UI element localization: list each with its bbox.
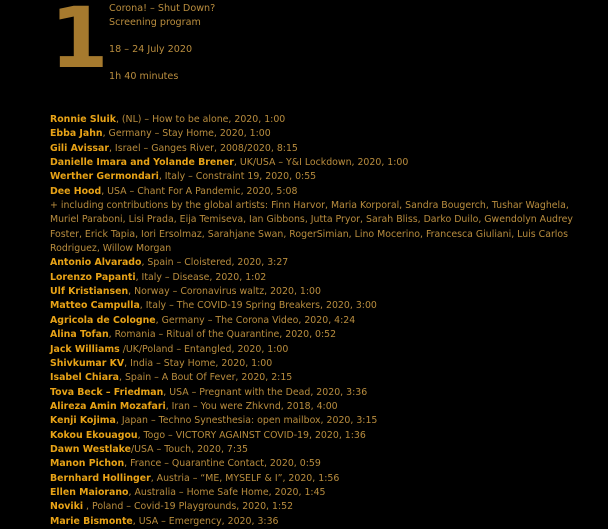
entry-details: , Italy – Disease, 2020, 1:02 bbox=[135, 271, 267, 283]
screening-entry bbox=[50, 386, 598, 400]
entry-details: , Germany – The Corona Video, 2020, 4:24 bbox=[155, 314, 356, 326]
entry-details: /UK/Poland – Entangled, 2020, 1:00 bbox=[119, 343, 289, 355]
artist-name: Danielle Imara and Yolande Brener bbox=[50, 157, 234, 169]
artist-name: Dee Hood bbox=[50, 185, 102, 197]
artist-name: Kokou Ekouagou bbox=[50, 429, 138, 441]
artist-name: Matteo Campulla bbox=[50, 300, 140, 312]
screening-entry bbox=[50, 185, 598, 199]
artist-name: Dawn Westlake bbox=[50, 443, 132, 455]
artist-name: Ronnie Sluik bbox=[50, 114, 116, 125]
screening-entry bbox=[50, 142, 598, 156]
contributions-note: + including contributions by the global artists: Finn Harvor, Maria Korporal, Sandra Bougerch, Tushar Waghela, Muriel Paraboni, Lisi Prada, Eija Temiseva, Ian Gibbons, Jutta Pryor, Sarah Bliss, Darko Duilo, Gwendolyn Audrey Foster, Erick Tapia, Iori Ersolmaz, Sarahjane Swan, RogerSimian, Lino Mocerino, Francesca Giuliani, Luis Carlos Rodriguez, Willow Morgan bbox=[50, 200, 573, 255]
program-duration: 1h 40 minutes bbox=[109, 70, 179, 82]
artist-name: Isabel Chiara bbox=[50, 372, 119, 384]
artist-name: Antonio Alvarado bbox=[50, 257, 142, 269]
artist-name: Werther Germondari bbox=[50, 171, 159, 183]
screening-entry bbox=[50, 357, 598, 371]
screening-entry bbox=[50, 400, 598, 414]
artist-name: Ebba Jahn bbox=[50, 128, 103, 140]
artist-name: Manon Pichon bbox=[50, 458, 125, 470]
screening-entry bbox=[50, 371, 598, 385]
artist-name: Gili Avissar bbox=[50, 142, 109, 154]
entry-details: , Poland – Covid-19 Playgrounds, 2020, 1:52 bbox=[83, 501, 294, 513]
artist-name: Shivkumar KV bbox=[50, 357, 125, 369]
program-number: 1 bbox=[50, 0, 105, 87]
program-dates: 18 – 24 July 2020 bbox=[109, 43, 193, 55]
screening-entry bbox=[50, 170, 598, 184]
entry-details: , USA – Emergency, 2020, 3:36 bbox=[132, 515, 279, 527]
entry-details: , USA – Pregnant with the Dead, 2020, 3:36 bbox=[163, 386, 368, 398]
screening-entry bbox=[50, 299, 598, 313]
entry-details: /USA – Touch, 2020, 7:35 bbox=[131, 443, 248, 455]
screening-entry bbox=[50, 271, 598, 285]
screening-entry bbox=[50, 285, 598, 299]
artist-name: Tova Beck – Friedman bbox=[50, 386, 164, 398]
artist-name: Lorenzo Papanti bbox=[50, 271, 136, 283]
entry-details: , Israel – Ganges River, 2008/2020, 8:15 bbox=[108, 142, 298, 154]
screening-entry bbox=[50, 328, 598, 342]
screening-entry bbox=[50, 343, 598, 357]
artist-name: Ulf Kristiansen bbox=[50, 286, 129, 298]
artist-name: Ellen Maiorano bbox=[50, 486, 129, 498]
screening-entry bbox=[50, 113, 598, 127]
screening-entry bbox=[50, 127, 598, 141]
entry-details: , France – Quarantine Contact, 2020, 0:59 bbox=[124, 458, 321, 470]
artist-name: Noviki bbox=[50, 501, 84, 513]
screening-entry bbox=[50, 472, 598, 486]
artist-name: Kenji Kojima bbox=[50, 415, 116, 427]
artist-name: Jack Williams bbox=[50, 343, 120, 355]
screening-entry bbox=[50, 429, 598, 443]
screening-entry bbox=[50, 486, 598, 500]
screening-entry bbox=[50, 256, 598, 270]
screening-entry bbox=[50, 443, 598, 457]
entry-details: , Romania – Ritual of the Quarantine, 2020, 0:52 bbox=[108, 329, 337, 341]
entry-details: , Australia – Home Safe Home, 2020, 1:45 bbox=[128, 486, 326, 498]
artist-name: Alina Tofan bbox=[50, 329, 109, 341]
entry-details: , (NL) – How to be alone, 2020, 1:00 bbox=[115, 114, 286, 125]
header-spacer bbox=[109, 29, 215, 43]
program-subtitle: Screening program bbox=[109, 16, 201, 28]
artist-name: Alireza Amin Mozafari bbox=[50, 400, 166, 412]
entry-details: , Germany – Stay Home, 2020, 1:00 bbox=[102, 128, 271, 140]
entry-details: , Spain – A Bout Of Fever, 2020, 2:15 bbox=[119, 372, 293, 384]
entry-details: , Austria – “ME, MYSELF & I”, 2020, 1:56 bbox=[150, 472, 340, 484]
screening-list bbox=[50, 113, 598, 529]
screening-entry bbox=[50, 414, 598, 428]
entry-details: , Italy – The COVID-19 Spring Breakers, 2020, 3:00 bbox=[139, 300, 377, 312]
program-header bbox=[109, 2, 215, 84]
entry-details: , Spain – Cloistered, 2020, 3:27 bbox=[141, 257, 289, 269]
header-spacer bbox=[109, 56, 215, 70]
screening-entry bbox=[50, 156, 598, 170]
artist-name: Marie Bismonte bbox=[50, 515, 133, 527]
program-title: Corona! – Shut Down? bbox=[109, 3, 216, 14]
entry-details: , UK/USA – Y&I Lockdown, 2020, 1:00 bbox=[233, 157, 409, 169]
artist-name: Agricola de Cologne bbox=[50, 314, 156, 326]
entry-details: , Norway – Coronavirus waltz, 2020, 1:00 bbox=[128, 286, 321, 298]
entry-details: , Iran – You were Zhkvnd, 2018, 4:00 bbox=[165, 400, 338, 412]
entry-details: , USA – Chant For A Pandemic, 2020, 5:08 bbox=[101, 185, 298, 197]
artist-name: Bernhard Hollinger bbox=[50, 472, 151, 484]
screening-entry bbox=[50, 314, 598, 328]
entry-details: , India – Stay Home, 2020, 1:00 bbox=[124, 357, 273, 369]
screening-entry bbox=[50, 500, 598, 514]
entry-details: , Japan – Techno Synesthesia: open mailbox, 2020, 3:15 bbox=[115, 415, 378, 427]
entry-details: , Italy – Constraint 19, 2020, 0:55 bbox=[158, 171, 317, 183]
entry-details: , Togo – VICTORY AGAINST COVID-19, 2020, 1:36 bbox=[137, 429, 366, 441]
screening-entry bbox=[50, 457, 598, 471]
screening-list-part-a bbox=[50, 113, 598, 199]
screening-list-part-b bbox=[50, 256, 598, 529]
